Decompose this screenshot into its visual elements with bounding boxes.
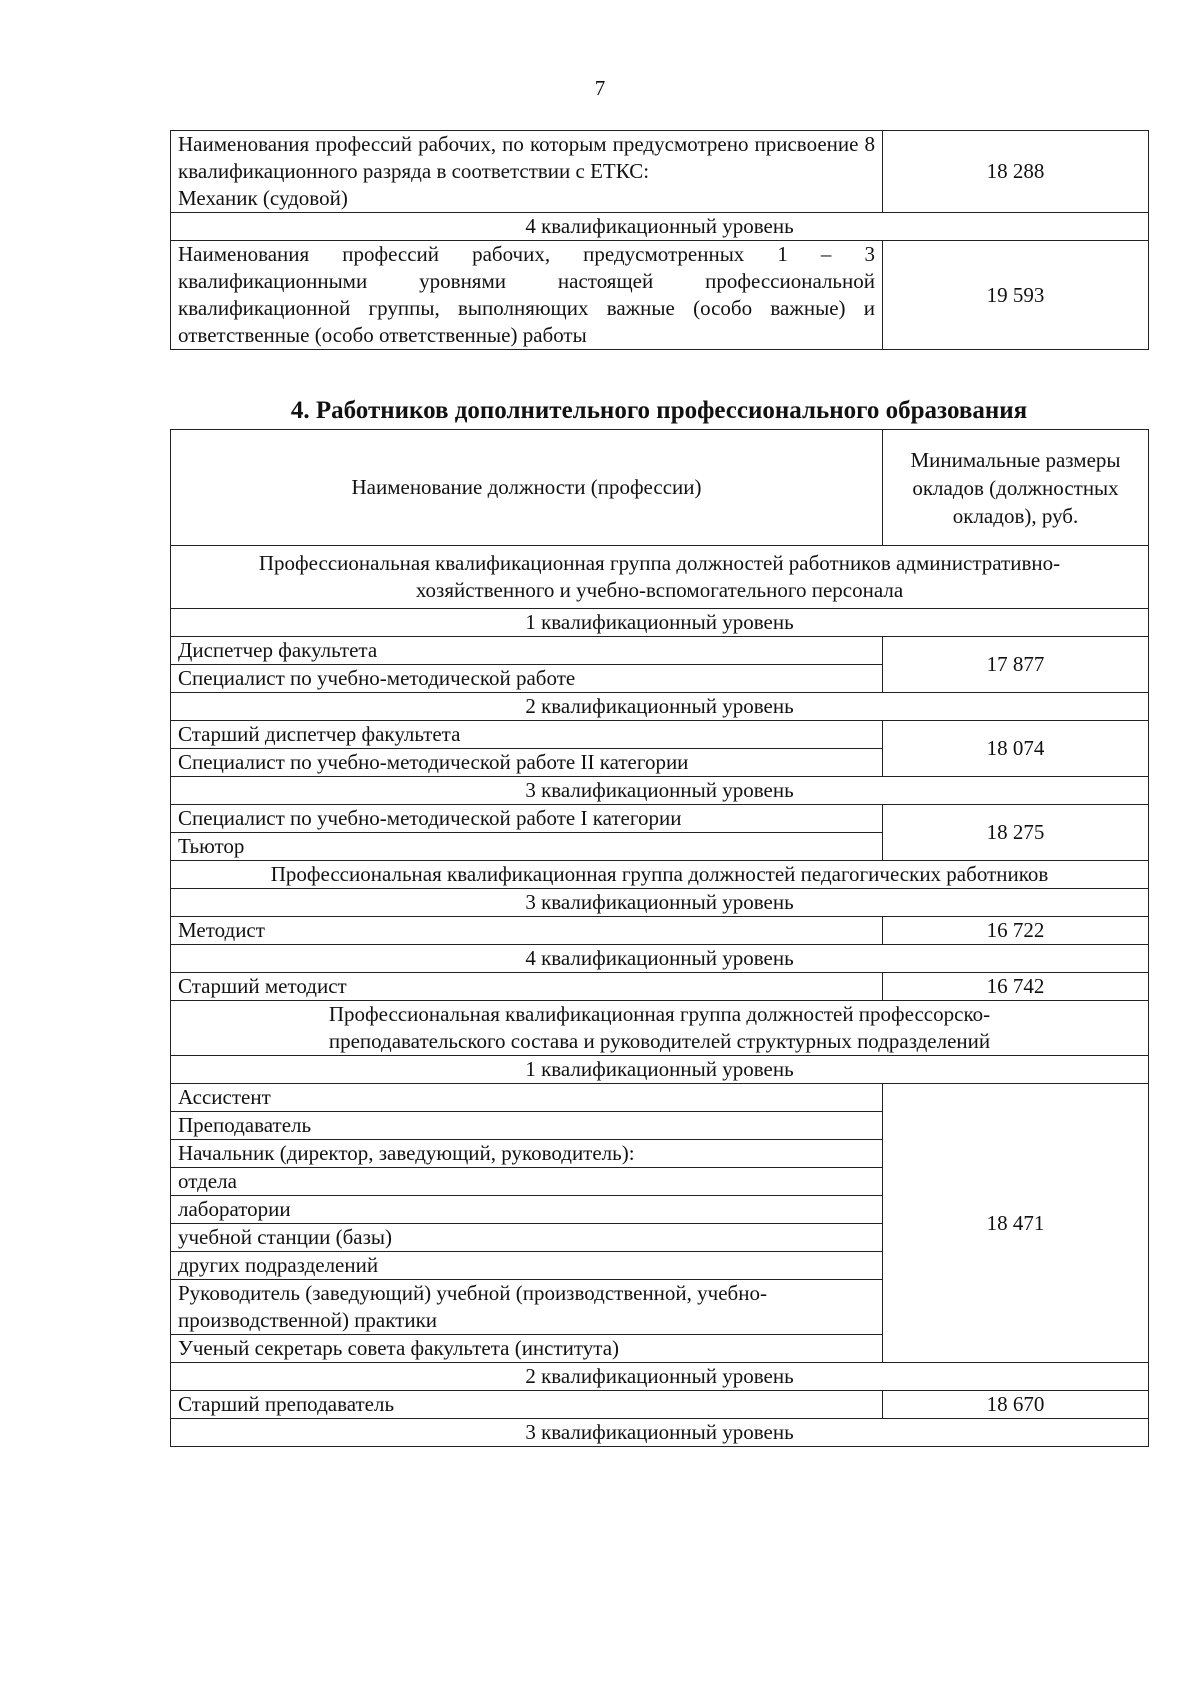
table-row [171, 721, 1149, 749]
level-label: 1 квалификационный уровень [171, 1056, 1149, 1084]
position-name: Специалист по учебно-методической работе [171, 665, 883, 693]
level-row [171, 1056, 1149, 1084]
position-name: Специалист по учебно-методической работе II категории [171, 749, 883, 777]
position-name: Руководитель (заведующий) учебной (производственной, учебно-производственной) практики [171, 1280, 883, 1335]
salary-value: 18 471 [883, 1084, 1149, 1363]
level-label: 4 квалификационный уровень [171, 213, 1149, 241]
column-header-salary: Минимальные размеры окладов (должностных окладов), руб. [883, 430, 1149, 546]
level-label: 3 квалификационный уровень [171, 889, 1149, 917]
table-row [171, 973, 1149, 1001]
position-name: других подразделений [171, 1252, 883, 1280]
salary-value: 16 742 [883, 973, 1149, 1001]
profession-description: Наименования профессий рабочих, предусмотренных 1 – 3 квалификационными уровнями настоящей профессиональной квалификационной группы, выполняющих важные (особо важные) и ответственные (особо ответственные) работы [171, 241, 883, 350]
page-number: 7 [594, 76, 606, 100]
column-header-position: Наименование должности (профессии) [171, 430, 883, 546]
salary-value: 16 722 [883, 917, 1149, 945]
level-row [171, 945, 1149, 973]
level-row [171, 777, 1149, 805]
level-label: 2 квалификационный уровень [171, 1363, 1149, 1391]
level-label: 1 квалификационный уровень [171, 609, 1149, 637]
position-name: Методист [171, 917, 883, 945]
table-row [171, 805, 1149, 833]
table-row [171, 1084, 1149, 1112]
top-table [170, 130, 1149, 350]
salary-value: 18 288 [883, 131, 1149, 213]
group-title: Профессиональная квалификационная группа должностей профессорско-преподавательского состава и руководителей структурных подразделений [171, 1001, 1149, 1056]
position-name: Старший методист [171, 973, 883, 1001]
header-row [171, 430, 1149, 546]
table-row [171, 637, 1149, 665]
level-label: 3 квалификационный уровень [171, 777, 1149, 805]
level-row [171, 213, 1149, 241]
level-label: 2 квалификационный уровень [171, 693, 1149, 721]
position-name: Ассистент [171, 1084, 883, 1112]
position-name: Диспетчер факультета [171, 637, 883, 665]
position-name: Начальник (директор, заведующий, руководитель): [171, 1140, 883, 1168]
salary-value: 19 593 [883, 241, 1149, 350]
level-row [171, 693, 1149, 721]
level-row [171, 609, 1149, 637]
group-row [171, 861, 1149, 889]
group-row [171, 1001, 1149, 1056]
table-row [171, 241, 1149, 350]
level-row [171, 1363, 1149, 1391]
table-row [171, 917, 1149, 945]
salary-value: 18 275 [883, 805, 1149, 861]
salary-value: 17 877 [883, 637, 1149, 693]
position-name: Преподаватель [171, 1112, 883, 1140]
profession-name: Механик (судовой) [178, 186, 348, 210]
position-name: Старший преподаватель [171, 1391, 883, 1419]
position-name: отдела [171, 1168, 883, 1196]
table-row [171, 1391, 1149, 1419]
salary-value: 18 670 [883, 1391, 1149, 1419]
group-title: Профессиональная квалификационная группа должностей педагогических работников [171, 861, 1149, 889]
level-row [171, 1419, 1149, 1447]
profession-cell [171, 131, 883, 213]
salary-value: 18 074 [883, 721, 1149, 777]
profession-description: Наименования профессий рабочих, по которым предусмотрено присвоение 8 квалификационного разряда в соответствии с ЕТКС: [178, 132, 875, 183]
section-heading: 4. Работников дополнительного профессионального образования [290, 397, 1028, 424]
salary-table [170, 429, 1149, 1447]
level-label: 3 квалификационный уровень [171, 1419, 1149, 1447]
position-name: Старший диспетчер факультета [171, 721, 883, 749]
position-name: Специалист по учебно-методической работе I категории [171, 805, 883, 833]
position-name: лаборатории [171, 1196, 883, 1224]
position-name: учебной станции (базы) [171, 1224, 883, 1252]
level-label: 4 квалификационный уровень [171, 945, 1149, 973]
group-title: Профессиональная квалификационная группа должностей работников административно-хозяйственного и учебно-вспомогательного персонала [171, 546, 1149, 609]
table-row [171, 131, 1149, 213]
position-name: Ученый секретарь совета факультета (института) [171, 1335, 883, 1363]
group-row [171, 546, 1149, 609]
level-row [171, 889, 1149, 917]
position-name: Тьютор [171, 833, 883, 861]
